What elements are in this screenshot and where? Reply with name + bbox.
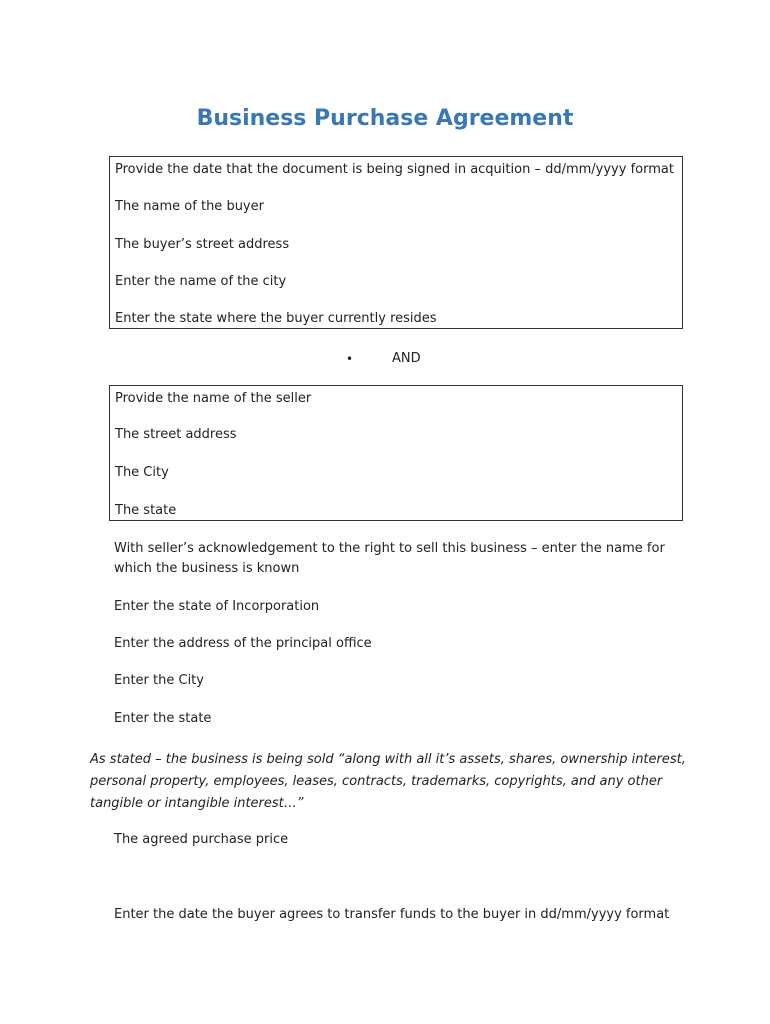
business-state-field[interactable]: Enter the state <box>114 711 212 726</box>
incorporation-state-field[interactable]: Enter the state of Incorporation <box>114 599 320 614</box>
buyer-signing-date-field[interactable]: Provide the date that the document is being signed in acquition – dd/mm/yyyy format <box>115 162 674 177</box>
page-title: Business Purchase Agreement <box>196 106 574 131</box>
business-name-field[interactable]: With seller’s acknowledgement to the right to sell this business – enter the name for which the business is known <box>114 541 665 576</box>
buyer-city-field[interactable]: Enter the name of the city <box>115 274 287 289</box>
seller-city-field[interactable]: The City <box>115 465 169 480</box>
seller-info-box <box>109 385 683 521</box>
business-city-field[interactable]: Enter the City <box>114 673 204 688</box>
sale-statement: As stated – the business is being sold “along with all it’s assets, shares, ownership interest, personal property, employees, leases, contracts, trademarks, copyrights, and any other tangible or intangible interest…” <box>90 752 686 811</box>
seller-state-field[interactable]: The state <box>115 503 177 518</box>
principal-office-address-field[interactable]: Enter the address of the principal office <box>114 636 372 651</box>
seller-name-field[interactable]: Provide the name of the seller <box>115 391 312 406</box>
purchase-price-field[interactable]: The agreed purchase price <box>114 832 289 847</box>
seller-street-address-field[interactable]: The street address <box>115 427 237 442</box>
and-separator: AND <box>392 351 421 366</box>
buyer-street-address-field[interactable]: The buyer’s street address <box>115 237 290 252</box>
buyer-info-box <box>109 156 683 329</box>
buyer-state-field[interactable]: Enter the state where the buyer currently resides <box>115 311 437 326</box>
buyer-name-field[interactable]: The name of the buyer <box>115 199 264 214</box>
bullet-icon: • <box>346 352 354 366</box>
fund-transfer-date-field[interactable]: Enter the date the buyer agrees to transfer funds to the buyer in dd/mm/yyyy format <box>114 907 670 922</box>
